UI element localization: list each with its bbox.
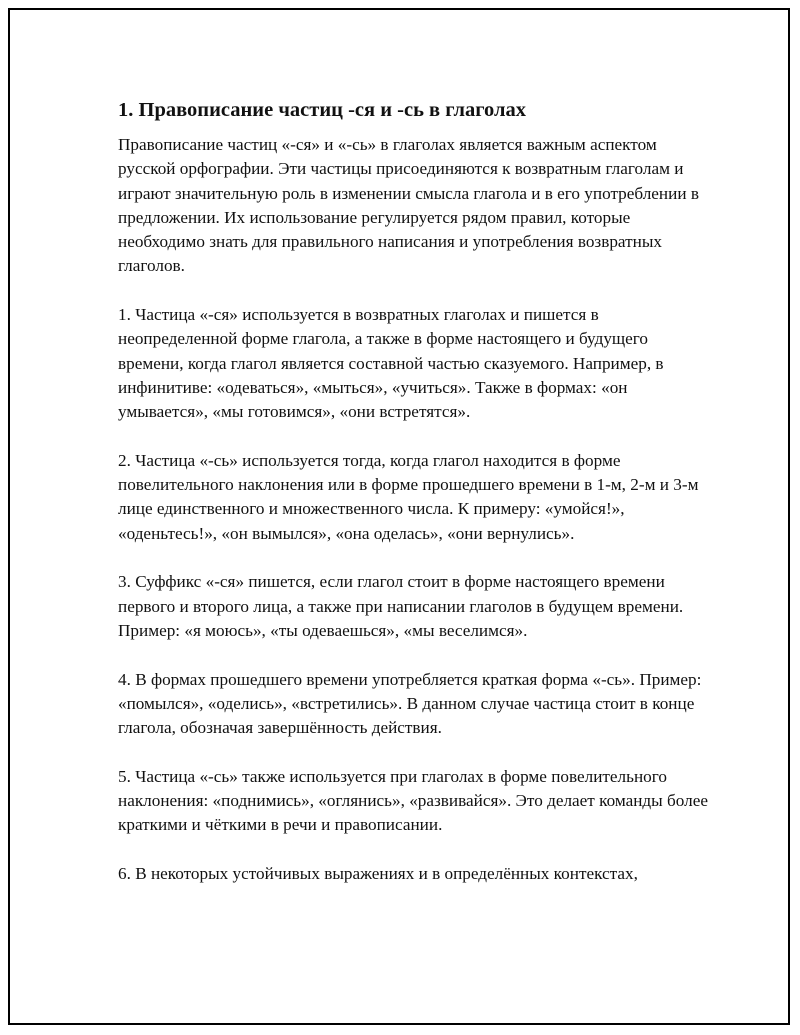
rule-paragraph-2: 2. Частица «-сь» используется тогда, когда глагол находится в форме повелительного наклонения или в форме прошедшего времени в 1-м, 2-м и 3-м лице единственного и множественного числа. К примеру: «умойся!», «оденьтесь!», «он вымылся», «она оделась», «они вернулись». (118, 450, 699, 543)
rule-paragraph-1: 1. Частица «-ся» используется в возвратных глаголах и пишется в неопределенной форме глагола, а также в форме настоящего и будущего времени, когда глагол является составной частью сказуемого. Например, в инфинитиве: «одеваться», «мыться», «учиться». Также в формах: «он умывается», «мы готовимся», «они встретятся». (118, 305, 664, 422)
document-page (8, 8, 790, 1025)
rule-paragraph-5: 5. Частица «-сь» также используется при глаголах в форме повелительного наклонения: «поднимись», «оглянись», «развивайся». Это делает команды более краткими и чёткими в речи и правописании. (118, 766, 708, 835)
rule-paragraph-6: 6. В некоторых устойчивых выражениях и в определённых контекстах, (118, 863, 638, 883)
rule-paragraph-4: 4. В формах прошедшего времени употребляется краткая форма «-сь». Пример: «помылся», «оделись», «встретились». В данном случае частица стоит в конце глагола, обозначая завершённость действия. (118, 669, 702, 738)
section-title: 1. Правописание частиц -ся и -сь в глаголах (118, 99, 527, 121)
intro-paragraph: Правописание частиц «-ся» и «-сь» в глаголах является важным аспектом русской орфографии. Эти частицы присоединяются к возвратным глаголам и играют значительную роль в изменении смысла глагола и в его употреблении в предложении. Их использование регулируется рядом правил, которые необходимо знать для правильного написания и употребления возвратных глаголов. (118, 135, 699, 276)
rule-paragraph-3: 3. Суффикс «-ся» пишется, если глагол стоит в форме настоящего времени первого и второго лица, а также при написании глаголов в будущем времени. Пример: «я моюсь», «ты одеваешься», «мы веселимся». (118, 572, 684, 640)
document-body (118, 98, 708, 911)
